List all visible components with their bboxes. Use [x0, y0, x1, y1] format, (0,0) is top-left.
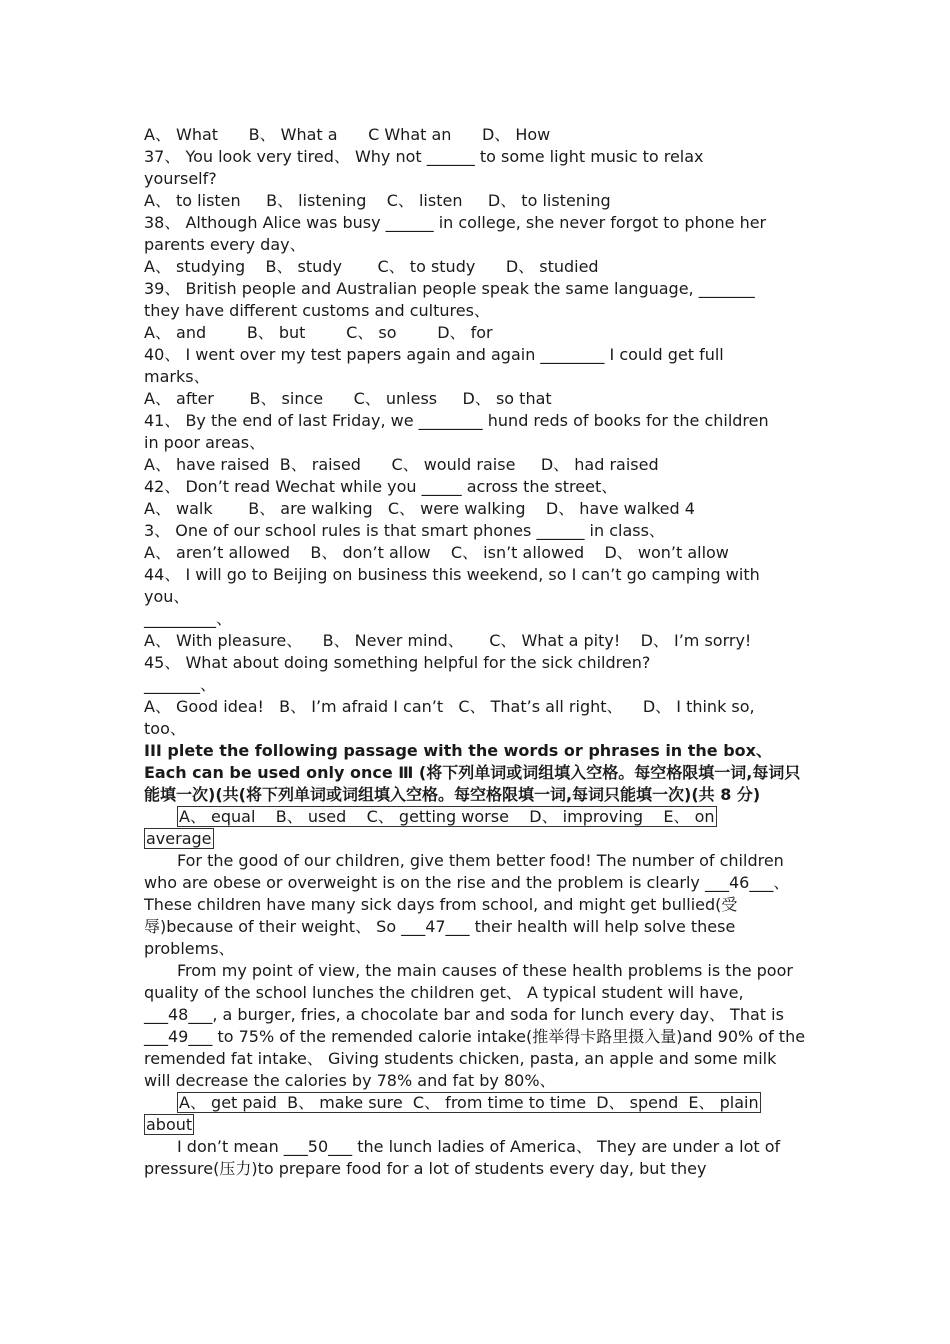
question-item [144, 564, 806, 630]
question-line: marks、 [144, 367, 210, 386]
passage-paragraph-3: I don’t mean ___50___ the lunch ladies of America、 They are under a lot of pressure(压力)to prepare food for a lot of students every day, but they [144, 1137, 781, 1178]
question-item [144, 498, 806, 520]
word-box-1-line2: average [146, 829, 212, 848]
question-line: yourself? [144, 169, 217, 188]
question-line: _______、 [144, 675, 217, 694]
question-item [144, 630, 806, 652]
word-box-2-line2: about [146, 1115, 193, 1134]
question-item [144, 344, 806, 388]
question-item [144, 476, 806, 498]
question-line: A、 to listen B、 listening C、 listen D、 to listening [144, 191, 611, 210]
question-line: in poor areas、 [144, 433, 266, 452]
question-line: 38、 Although Alice was busy ______ in college, she never forgot to phone her [144, 213, 767, 232]
question-line: A、 and B、 but C、 so D、 for [144, 323, 493, 342]
document-page [144, 124, 806, 1180]
question-line: parents every day、 [144, 235, 306, 254]
question-line: you、 [144, 587, 190, 606]
passage-paragraph-1: For the good of our children, give them better food! The number of children who are obese or overweight is on the rise and the problem is clearly ___46___、 These children have many sick days from school, and might get bullied(受辱)because of their weight、 So ___47___ their health will help solve these problems、 [144, 851, 790, 958]
word-box-1-line1: A、 equal B、 used C、 getting worse D、 improving E、 on [179, 807, 715, 826]
question-item [144, 124, 806, 146]
question-line: 42、 Don’t read Wechat while you _____ across the street、 [144, 477, 618, 496]
question-line: 40、 I went over my test papers again and again ________ I could get full [144, 345, 724, 364]
question-item [144, 388, 806, 410]
question-item [144, 212, 806, 256]
question-line: 37、 You look very tired、 Why not ______ to some light music to relax [144, 147, 704, 166]
question-line: _________、 [144, 609, 233, 628]
word-box-2-line1: A、 get paid B、 make sure C、 from time to time D、 spend E、 plain [179, 1093, 759, 1112]
question-item [144, 652, 806, 696]
question-item [144, 454, 806, 476]
question-item [144, 696, 806, 740]
question-line: A、 studying B、 study C、 to study D、 studied [144, 257, 599, 276]
question-line: A、 after B、 since C、 unless D、 so that [144, 389, 552, 408]
question-line: A、 have raised B、 raised C、 would raise D、 had raised [144, 455, 659, 474]
question-line: A、 With pleasure、 B、 Never mind、 C、 What a pity! D、 I’m sorry! [144, 631, 752, 650]
question-line: too、 [144, 719, 186, 738]
question-list [144, 124, 806, 740]
question-item [144, 278, 806, 322]
question-line: A、 Good idea! B、 I’m afraid I can’t C、 That’s all right、 D、 I think so, [144, 697, 755, 716]
word-box-1 [144, 806, 806, 850]
question-item [144, 542, 806, 564]
question-line: 3、 One of our school rules is that smart phones ______ in class、 [144, 521, 665, 540]
question-item [144, 190, 806, 212]
question-line: A、 aren’t allowed B、 don’t allow C、 isn’t allowed D、 won’t allow [144, 543, 729, 562]
question-line: they have different customs and cultures、 [144, 301, 490, 320]
question-item [144, 146, 806, 190]
question-line: 44、 I will go to Beijing on business this weekend, so I can’t go camping with [144, 565, 760, 584]
question-line: 39、 British people and Australian people speak the same language, _______ [144, 279, 755, 298]
question-line: A、 walk B、 are walking C、 were walking D、 have walked 4 [144, 499, 695, 518]
question-line: A、 What B、 What a C What an D、 How [144, 125, 551, 144]
question-line: 45、 What about doing something helpful for the sick children? [144, 653, 651, 672]
question-item [144, 410, 806, 454]
passage-paragraph-2: From my point of view, the main causes of these health problems is the poor quality of the school lunches the children get、 A typical student will have, ___48___, a burger, fries, a chocolate bar and soda for lunch every day、 That is ___49___ to 75% of the remended calorie intake(推举得卡路里摄入量)and 90% of the remended fat intake、 Giving students chicken, pasta, an apple and some milk will decrease the calories by 78% and fat by 80%、 [144, 961, 806, 1090]
question-line: 41、 By the end of last Friday, we ________ hund reds of books for the children [144, 411, 769, 430]
section-heading: III plete the following passage with the words or phrases in the box、Each can be used only once Ⅲ (将下列单词或词组填入空格。每空格限填一词,每词只能填一次)(共(将下列单词或词组填入空格。每空格限填一词,每词只能填一次)(共 8 分) [144, 741, 801, 804]
word-box-2 [144, 1092, 806, 1136]
question-item [144, 256, 806, 278]
question-item [144, 322, 806, 344]
question-item [144, 520, 806, 542]
